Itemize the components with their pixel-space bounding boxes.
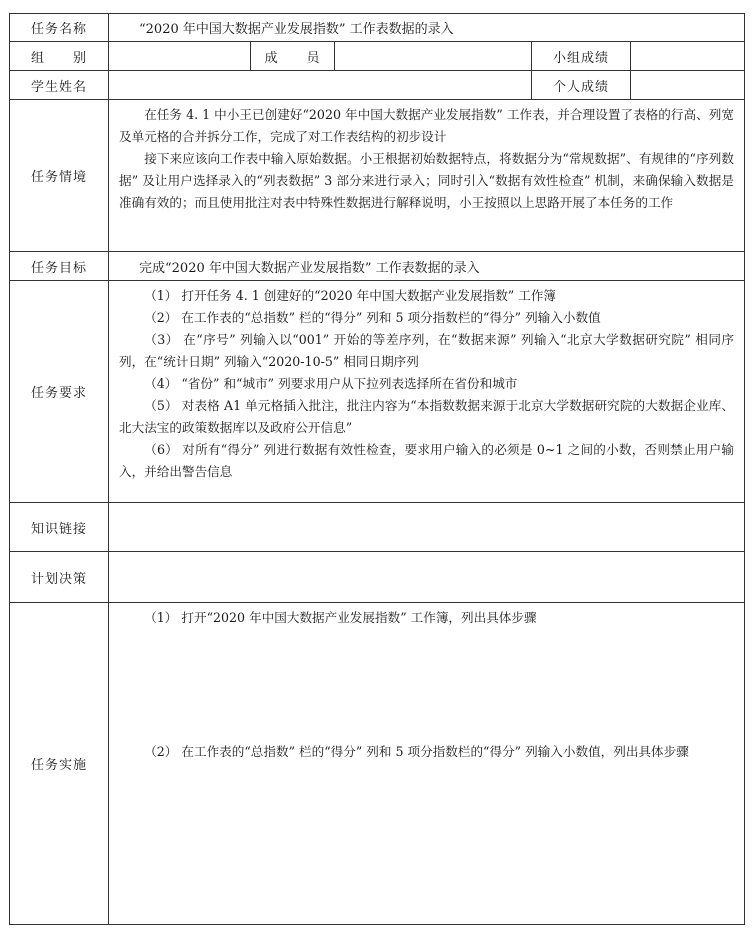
requirements-content xyxy=(109,281,744,502)
group-score-label: 小组成绩 xyxy=(532,42,631,70)
task-name-row xyxy=(10,14,744,42)
situation-row xyxy=(10,100,744,252)
knowledge-row xyxy=(10,503,744,552)
situation-paragraph: 接下来应该向工作表中输入原始数据。小王根据初始数据特点，将数据分为“常规数据”、有规律的“序列数据” 及让用户选择录入的“列表数据” 3 部分来进行录入；同时引入“数据有效性检查” 机制，来确保输入数据是准确有效的；而且使用批注对表中特殊性数据进行解释说明，小王按照以上思路开展了本任务的工作 xyxy=(119,151,734,210)
requirement-item: （4） “省份” 和“城市” 列要求用户从下拉列表选择所在省份和城市 xyxy=(144,376,518,391)
task-name-value: “2020 年中国大数据产业发展指数” 工作表数据的录入 xyxy=(139,22,454,37)
group-label: 组 别 xyxy=(10,42,109,70)
knowledge-field[interactable] xyxy=(109,503,744,551)
situation-label: 任务情境 xyxy=(10,100,109,251)
requirement-item: （5） 对表格 A1 单元格插入批注，批注内容为“本指数数据来源于北京大学数据研究院的大数据企业库、北大法宝的政策数据库以及政府公开信息” xyxy=(119,398,734,435)
requirement-item: （1） 打开任务 4. 1 创建好的“2020 年中国大数据产业发展指数” 工作簿 xyxy=(144,288,557,303)
situation-content xyxy=(109,100,744,251)
objective-label: 任务目标 xyxy=(10,252,109,280)
situation-paragraph: 在任务 4. 1 中小王已创建好“2020 年中国大数据产业发展指数” 工作表，并合理设置了表格的行高、列宽及单元格的合并拆分工作，完成了对工作表结构的初步设计 xyxy=(119,107,734,144)
plan-label: 计划决策 xyxy=(10,552,109,602)
group-row xyxy=(10,42,744,71)
member-field[interactable] xyxy=(335,42,532,70)
group-score-field[interactable] xyxy=(631,42,744,70)
plan-field[interactable] xyxy=(109,552,744,602)
requirement-item: （2） 在工作表的“总指数” 栏的“得分” 列和 5 项分指数栏的“得分” 列输入小数值 xyxy=(144,310,601,325)
implementation-row xyxy=(10,603,744,924)
task-name-label: 任务名称 xyxy=(10,14,109,41)
plan-row xyxy=(10,552,744,603)
requirement-item: （6） 对所有“得分” 列进行数据有效性检查，要求用户输入的必须是 0~1 之间的小数，否则禁止用户输入，并给出警告信息 xyxy=(119,442,734,479)
objective-value: 完成“2020 年中国大数据产业发展指数” 工作表数据的录入 xyxy=(139,260,480,276)
implementation-item: （1） 打开“2020 年中国大数据产业发展指数” 工作簿，列出具体步骤 xyxy=(144,610,537,625)
personal-score-label: 个人成绩 xyxy=(532,71,631,99)
objective-row xyxy=(10,252,744,281)
requirements-row xyxy=(10,281,744,503)
personal-score-field[interactable] xyxy=(631,71,744,99)
implementation-content xyxy=(109,603,744,924)
member-label: 成 员 xyxy=(251,42,335,70)
implementation-label: 任务实施 xyxy=(10,603,109,924)
requirements-label: 任务要求 xyxy=(10,281,109,502)
task-sheet-table xyxy=(9,13,745,925)
knowledge-label: 知识链接 xyxy=(10,503,109,551)
student-name-field[interactable] xyxy=(109,71,532,99)
requirement-item: （3） 在“序号” 列输入以“001” 开始的等差序列，在“数据来源” 列输入“北京大学数据研究院” 相同序列，在“统计日期” 列输入“2020-10-5” 相同日期序列 xyxy=(119,332,734,369)
implementation-item: （2） 在工作表的“总指数” 栏的“得分” 列和 5 项分指数栏的“得分” 列输入小数值，列出具体步骤 xyxy=(144,744,689,759)
student-row xyxy=(10,71,744,100)
student-name-label: 学生姓名 xyxy=(10,71,109,99)
group-field[interactable] xyxy=(109,42,251,70)
